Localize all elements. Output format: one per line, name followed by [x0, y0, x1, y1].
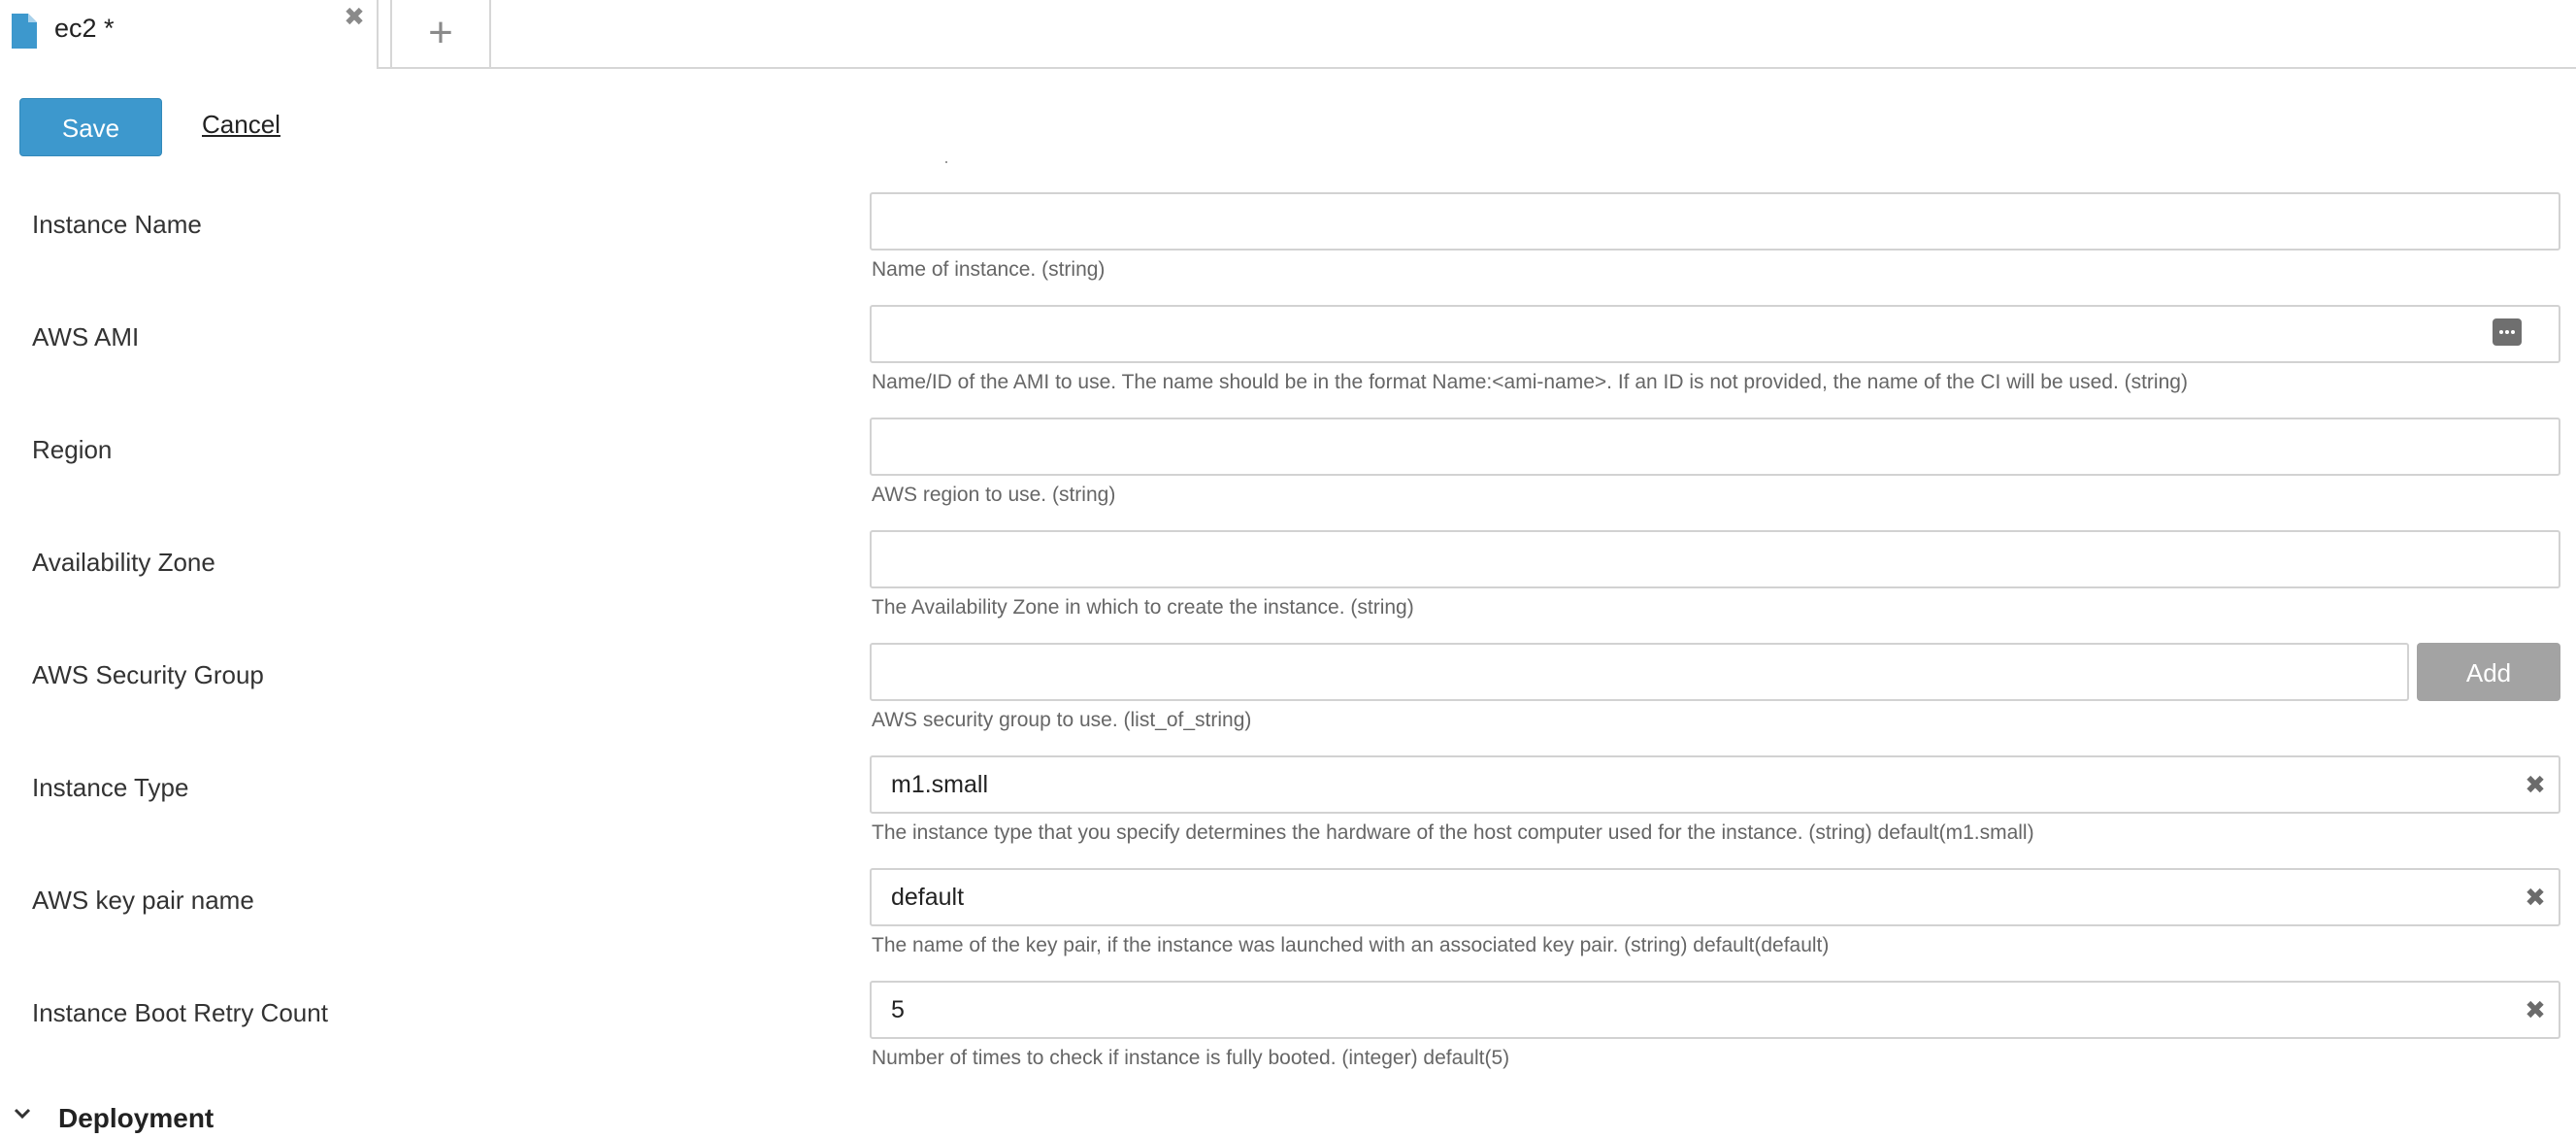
- file-icon: [10, 12, 39, 50]
- field-label: AWS key pair name: [32, 886, 254, 915]
- clear-icon[interactable]: ✖: [2525, 770, 2546, 799]
- field-label: Instance Boot Retry Count: [32, 998, 328, 1027]
- field-instance-type: [0, 755, 2576, 868]
- close-icon[interactable]: ✖: [344, 2, 365, 31]
- field-aws-key-pair-name: [0, 868, 2576, 981]
- boot-retry-count-input[interactable]: [870, 981, 2560, 1039]
- tab-bar: [0, 0, 2576, 68]
- aws-ami-input[interactable]: [870, 305, 2560, 363]
- field-label: Availability Zone: [32, 548, 215, 577]
- availability-zone-input[interactable]: [870, 530, 2560, 588]
- field-aws-ami: [0, 305, 2576, 418]
- field-help: Name/ID of the AMI to use. The name should be in the format Name:<ami-name>. If an ID is not provided, the name of the CI will be used. (string): [872, 371, 2188, 393]
- field-help: The Availability Zone in which to create the instance. (string): [872, 596, 1414, 619]
- security-group-input[interactable]: [870, 643, 2409, 701]
- key-pair-name-input[interactable]: [870, 868, 2560, 926]
- field-label: Instance Name: [32, 210, 202, 239]
- region-input[interactable]: [870, 418, 2560, 476]
- field-instance-name: [0, 192, 2576, 305]
- field-availability-zone: [0, 530, 2576, 643]
- field-help: Name of instance. (string): [872, 258, 1106, 281]
- instance-type-input[interactable]: [870, 755, 2560, 814]
- field-aws-security-group: [0, 643, 2576, 755]
- clear-icon[interactable]: ✖: [2525, 883, 2546, 912]
- field-region: [0, 418, 2576, 530]
- divider-dot: [945, 161, 947, 163]
- chevron-down-icon: [14, 1105, 31, 1122]
- instance-name-input[interactable]: [870, 192, 2560, 251]
- field-help: AWS region to use. (string): [872, 484, 1116, 506]
- field-label: Region: [32, 435, 113, 464]
- cancel-link[interactable]: Cancel: [202, 110, 281, 139]
- field-instance-boot-retry-count: [0, 981, 2576, 1093]
- plus-icon: +: [428, 9, 453, 56]
- clear-icon[interactable]: ✖: [2525, 995, 2546, 1024]
- field-label: AWS AMI: [32, 322, 140, 351]
- field-help: AWS security group to use. (list_of_string): [872, 709, 1252, 731]
- tab-bar-divider: [0, 67, 2576, 69]
- field-label: AWS Security Group: [32, 660, 264, 689]
- save-button[interactable]: Save: [19, 98, 162, 156]
- field-help: The instance type that you specify determines the hardware of the host computer used for the instance. (string) default(m1.small): [872, 821, 2034, 844]
- tab-title: ec2 *: [54, 14, 115, 43]
- section-title: Deployment: [58, 1103, 215, 1133]
- more-icon[interactable]: [2493, 318, 2522, 346]
- add-security-group-button[interactable]: Add: [2417, 643, 2560, 701]
- field-help: Number of times to check if instance is fully booted. (integer) default(5): [872, 1047, 1510, 1069]
- tab-ec2[interactable]: [0, 0, 379, 69]
- field-help: The name of the key pair, if the instance was launched with an associated key pair. (string) default(default): [872, 934, 1830, 956]
- add-tab-button[interactable]: [390, 0, 491, 68]
- field-label: Instance Type: [32, 773, 189, 802]
